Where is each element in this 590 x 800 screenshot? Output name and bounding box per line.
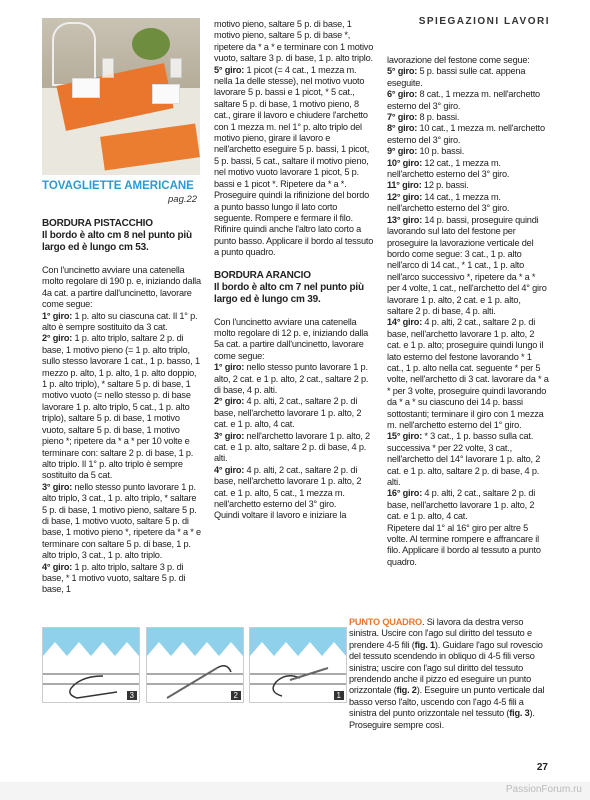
photo-caption: TOVAGLIETTE AMERICANE	[42, 180, 194, 192]
round-item: 8° giro: 10 cat., 1 mezza m. nell'archetto esterno del 3° giro.	[387, 123, 545, 145]
continuation-line: Quindi voltare il lavoro e iniziare la	[214, 510, 347, 521]
rounds-list	[387, 66, 549, 522]
section-subtitle-arancio: Il bordo è alto cm 7 nel punto più largo ed è lungo cm 39.	[214, 281, 364, 305]
round-item: 12° giro: 14 cat., 1 mezza m. nell'archetto esterno del 3° giro.	[387, 191, 510, 214]
round-item: 5° giro: 5 p. bassi sulle cat. appena eseguite.	[387, 66, 526, 88]
round-item: 11° giro: 12 p. bassi.	[387, 180, 469, 191]
figure-1-number: 1	[334, 691, 344, 700]
round-4-arancio: 4° giro: 4 p. alti, 2 cat., saltare 2 p. di base, nell'archetto lavorare 1 p. alto, 2 cat. e 1 p. alto, 5 cat., 1 mezza m. nell'archetto esterno del 3° giro.	[214, 464, 362, 510]
round-1: 1° giro: 1 p. alto su ciascuna cat. Il 1° p. alto è sempre sostituito da 3 cat.	[42, 310, 198, 333]
section-subtitle-pistacchio: Il bordo è alto cm 8 nel punto più largo ed è lungo cm 53.	[42, 230, 192, 253]
closing-text: Ripetere dal 1° al 16° giro per altre 5 volte. Al termine rompere e affrancare il filo. Applicare il bordo al tessuto a punto quadro.	[387, 522, 541, 567]
round-1-arancio: 1° giro: nello stesso punto lavorare 1 p. alto, 2 cat. e 1 p. alto, 2 cat., saltare 2 p. di base, 4 p. alti.	[214, 362, 369, 395]
figure-1	[249, 627, 347, 703]
intro-text: Con l'uncinetto avviare una catenella molto regolare di 190 p. e, iniziando dalla 4a cat. a partire dall'uncinetto, lavorare come segue:	[42, 265, 201, 310]
figure-2-number: 2	[231, 691, 241, 700]
section-title-arancio: BORDURA ARANCIO	[214, 269, 311, 281]
page-number: 27	[536, 762, 548, 773]
column-3-continuation: lavorazione del festone come segue:	[387, 55, 530, 65]
watermark: PassionForum.ru	[505, 784, 582, 795]
column-2-continuation: motivo pieno, saltare 5 p. di base, 1 motivo pieno, saltare 5 p. di base *, ripetere da * a * e terminare con 1 motivo vuoto, saltare 3 p. di base, 1 p. alto triplo. 5° giro: 1 picot (= 4 cat., 1 mezza m. nella 1a delle stesse), nel motivo vuoto lavorare 5 p. bassi e 1 picot, * 5 cat., saltare 5 p. di base, 1 motivo pieno, 8 cat., girare il lavoro e chiudere l'archetto con 1 mezza m. nel 1° p. alto triplo del motivo pieno, girare il lavoro e nell'archetto eseguire 5 p. bassi, 1 picot, 5 p. bassi, 5 cat., saltare il motivo pieno, nel motivo vuoto lavorare 1 picot, 5 p. bassi e 1 picot *. Ripetere da * a *. Proseguire quindi la rifinizione del bordo a punto basso lungo il lato corto seguente. Rompere e fermare il filo. Rifinire quindi anche l'altro lato corto a punto basso. Applicare il bordo al tessuto a punto quadro.	[214, 19, 374, 258]
round-item: 7° giro: 8 p. bassi.	[387, 112, 460, 123]
round-item: 10° giro: 12 cat., 1 mezza m. nell'archetto esterno del 3° giro.	[387, 157, 510, 180]
intro-text-arancio: Con l'uncinetto avviare una catenella molto regolare di 12 p. e, iniziando dalla 5a cat. a partire dall'uncinetto, lavorare come segue:	[214, 316, 369, 361]
round-item: 16° giro: 4 p. alti, 2 cat., saltare 2 p. di base, nell'archetto lavorare 1 p. alto, 2 cat. e 1 p. alto, 4 cat.	[387, 488, 536, 522]
round-item: 15° giro: * 3 cat., 1 p. basso sulla cat. successiva * per 22 volte, 3 cat., nell'archetto del 14° lavorare 1 p. alto, 2 cat. e 1 p. alto, saltare 2 p. di base, 4 p. alti.	[387, 431, 541, 488]
section-title-pistacchio: BORDURA PISTACCHIO	[42, 218, 153, 229]
footer-bar	[0, 782, 590, 800]
photo-page-ref: pag.22	[168, 194, 198, 205]
section-header: SPIEGAZIONI LAVORI	[418, 16, 550, 27]
round-item: 13° giro: 14 p. bassi, proseguire quindi lavorando sul lato del festone per proseguire la lavorazione verticale del bordo come segue: 3 cat., 1 p. alto nell'arco di 14 cat., * 1 cat., 1 p. alto nell'arco successivo *, ripetere da * a * per 4 volte, 1 cat., nell'archetto del 4° giro lavorare 1 p. alto, 2 cat. e 1 p. alto, saltare 2 p. di base, 4 p. alti.	[387, 214, 547, 316]
column-2	[214, 19, 374, 522]
round-3-arancio: 3° giro: nell'archetto lavorare 1 p. alto, 2 cat. e 1 p. alto, saltare 2 p. di base, 4 p. alti.	[214, 430, 370, 464]
figure-3	[42, 627, 140, 703]
round-2-arancio: 2° giro: 4 p. alti, 2 cat., saltare 2 p. di base, nell'archetto lavorare 1 p. alto, 2 cat. e 1 p. alto, 4 cat.	[214, 396, 362, 430]
placemat-photo	[42, 18, 200, 175]
punto-quadro-title: PUNTO QUADRO	[349, 617, 422, 627]
figure-2	[146, 627, 244, 703]
column-3	[387, 55, 549, 568]
round-item: 14° giro: 4 p. alti, 2 cat., saltare 2 p. di base, nell'archetto lavorare 1 p. alto, 2 cat. e 1 p. alto; proseguire quindi lungo il lato esterno del festone lavorando * 1 cat., 1 p. alto nella cat. seguente * per 5 volte, nell'archetto di 3 cat. lavorare da * a * per 3 volte, proseguire quindi lavorando da * a * su ciascuno dei 14 p. bassi sottostanti; terminare il giro con 1 mezza m. nell'archetto esterno del 1° giro.	[387, 317, 549, 430]
figure-3-number: 3	[127, 691, 137, 700]
round-3: 3° giro: nello stesso punto lavorare 1 p. alto triplo, 3 cat., 1 p. alto triplo, * saltare 5 p. di base, 1 motivo pieno, saltare 5 p. di base, 1 motivo vuoto, saltare 5 p. di base, 1 motivo pieno *, ripetere da * a * e terminare con saltare 5 p. di base, 1 p. alto triplo, 3 cat., 1 p. alto triplo.	[42, 481, 201, 561]
column-1	[42, 218, 202, 596]
round-4: 4° giro: 1 p. alto triplo, saltare 3 p. di base, * 1 motivo vuoto, saltare 5 p. di base, 1	[42, 561, 186, 595]
round-item: 9° giro: 10 p. bassi.	[387, 146, 465, 157]
punto-quadro-instructions: PUNTO QUADRO. Si lavora da destra verso sinistra. Uscire con l'ago sul diritto del tessuto e prendere 4-5 fili (fig. 1). Guidare l'ago sul rovescio del tessuto scendendo in obliquo di 4-5 fili verso sinistra; uscire con l'ago sul diritto del tessuto prendendo anche il pizzo ed eseguire un punto orizzontale (fig. 2). Eseguire un punto verticale dal basso verso l'alto, uscendo con l'ago 4-5 fili a sinistra del punto orizzontale nel tessuto (fig. 3). Proseguire sempre così.	[349, 617, 545, 730]
round-2: 2° giro: 1 p. alto triplo, saltare 2 p. di base, 1 motivo pieno (= 1 p. alto triplo, sullo stesso lavorare 1 cat., 1 p. basso, 1 mezzo p. alto, 1 p. alto, 1 p. alto doppio, 1 p. alto triplo), * saltare 5 p. di base, 1 motivo vuoto (= nello stesso p. di base lavorare 1 p. alto triplo, 5 cat., 1 p. alto triplo), saltare 5 p. di base, 1 motivo vuoto, saltare 5 p. di base, 1 motivo pieno *; ripetere da * a * per 10 volte e terminare con: saltare 2 p. di base, 1 p. alto triplo. Il 1° p. alto triplo è sempre sostituito da 5 cat.	[42, 333, 200, 481]
round-item: 6° giro: 8 cat., 1 mezza m. nell'archetto esterno del 3° giro.	[387, 89, 540, 111]
